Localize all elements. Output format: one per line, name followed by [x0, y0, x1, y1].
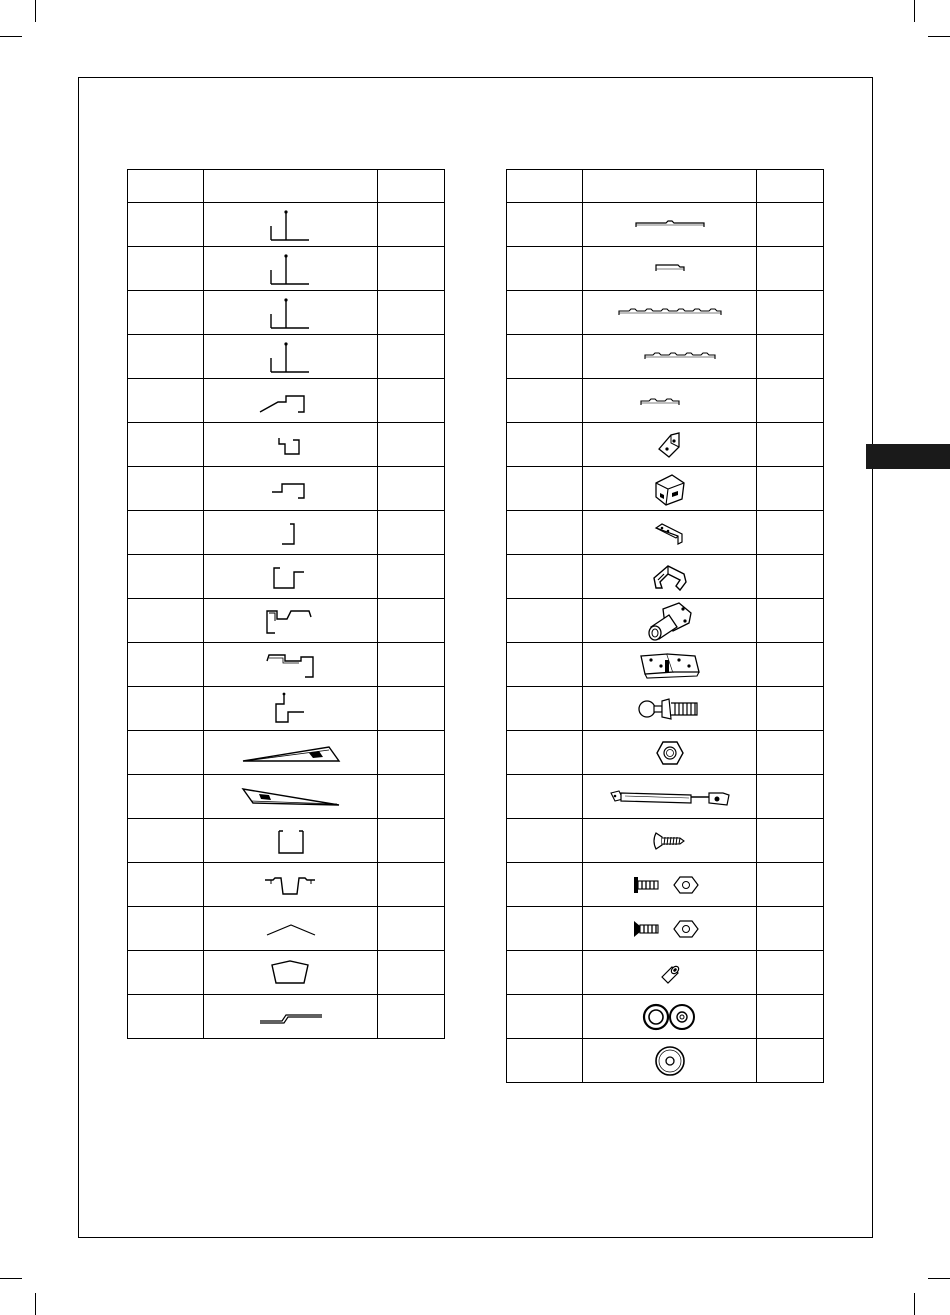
- part-number-cell: [128, 555, 204, 599]
- quantity-cell: [757, 863, 824, 907]
- table-row: [128, 643, 445, 687]
- part-number-cell: [507, 775, 583, 819]
- table-header-row: [128, 170, 445, 203]
- part-number-cell: [507, 731, 583, 775]
- gas-strut-icon: [605, 785, 735, 809]
- strip-three-notch-icon: [615, 393, 725, 409]
- part-number-cell: [128, 599, 204, 643]
- part-image-cell: [583, 819, 757, 863]
- part-number-cell: [507, 203, 583, 247]
- table-row: [128, 775, 445, 819]
- quantity-cell: [378, 247, 445, 291]
- part-image-cell: [583, 379, 757, 423]
- corner-plate-icon: [655, 429, 685, 461]
- part-number-cell: [507, 687, 583, 731]
- part-image-cell: [204, 555, 378, 599]
- table-row: [507, 951, 824, 995]
- part-number-cell: [507, 951, 583, 995]
- part-number-cell: [128, 643, 204, 687]
- header-qty-cell: [378, 170, 445, 203]
- part-image-cell: [204, 423, 378, 467]
- table-row: [128, 555, 445, 599]
- table-row: [507, 555, 824, 599]
- table-row: [507, 995, 824, 1039]
- table-row: [507, 379, 824, 423]
- table-row: [507, 511, 824, 555]
- table-row: [507, 775, 824, 819]
- quantity-cell: [757, 907, 824, 951]
- quantity-cell: [378, 995, 445, 1039]
- table-row: [128, 247, 445, 291]
- part-number-cell: [128, 511, 204, 555]
- crop-mark: [914, 0, 915, 22]
- corner-block-icon: [652, 471, 688, 507]
- part-image-cell: [204, 687, 378, 731]
- crop-mark: [35, 0, 36, 22]
- part-image-cell: [583, 863, 757, 907]
- strip-short-notch-icon: [630, 261, 710, 277]
- part-image-cell: [204, 643, 378, 687]
- part-number-cell: [128, 995, 204, 1039]
- table-row: [507, 423, 824, 467]
- part-number-cell: [128, 775, 204, 819]
- table-row: [128, 819, 445, 863]
- quantity-cell: [757, 951, 824, 995]
- corner-connector-icon: [650, 560, 690, 594]
- table-row: [507, 643, 824, 687]
- table-row: [507, 599, 824, 643]
- part-image-cell: [583, 907, 757, 951]
- part-image-cell: [204, 819, 378, 863]
- profile-hat-double-icon: [261, 605, 321, 637]
- quantity-cell: [378, 907, 445, 951]
- strip-five-notch-icon: [615, 349, 725, 365]
- quantity-cell: [378, 687, 445, 731]
- part-image-cell: [204, 775, 378, 819]
- part-number-cell: [507, 467, 583, 511]
- part-image-cell: [204, 907, 378, 951]
- quantity-cell: [757, 1039, 824, 1083]
- table-row: [507, 819, 824, 863]
- table-row: [128, 731, 445, 775]
- profile-u-bracket-icon: [271, 825, 311, 857]
- strip-two-notch-icon: [630, 217, 710, 233]
- quantity-cell: [378, 775, 445, 819]
- profile-step-long-icon: [256, 386, 326, 416]
- part-image-cell: [204, 599, 378, 643]
- profile-z-small-icon: [271, 430, 311, 460]
- profile-rail-icon: [261, 649, 321, 681]
- quantity-cell: [378, 423, 445, 467]
- countersunk-bolt-and-nut-icon: [630, 917, 710, 941]
- table-row: [507, 731, 824, 775]
- quantity-cell: [378, 467, 445, 511]
- part-image-cell: [204, 335, 378, 379]
- quantity-cell: [757, 379, 824, 423]
- table-row: [128, 379, 445, 423]
- part-number-cell: [128, 819, 204, 863]
- part-number-cell: [507, 863, 583, 907]
- part-image-cell: [583, 291, 757, 335]
- hinge-icon: [637, 650, 703, 680]
- part-number-cell: [128, 687, 204, 731]
- part-image-cell: [204, 203, 378, 247]
- quantity-cell: [757, 511, 824, 555]
- quantity-cell: [378, 863, 445, 907]
- header-part-cell: [583, 170, 757, 203]
- part-image-cell: [204, 951, 378, 995]
- part-image-cell: [204, 731, 378, 775]
- part-image-cell: [583, 511, 757, 555]
- table-row: [128, 907, 445, 951]
- crop-mark: [928, 1278, 950, 1279]
- table-row: [507, 687, 824, 731]
- part-number-cell: [507, 643, 583, 687]
- quantity-cell: [378, 643, 445, 687]
- table-row: [128, 995, 445, 1039]
- header-no-cell: [128, 170, 204, 203]
- strip-seven-notch-icon: [615, 305, 725, 321]
- table-row: [507, 247, 824, 291]
- table-row: [128, 203, 445, 247]
- part-image-cell: [583, 335, 757, 379]
- part-image-cell: [583, 467, 757, 511]
- part-number-cell: [507, 379, 583, 423]
- part-number-cell: [128, 907, 204, 951]
- profile-s-bend-icon: [266, 692, 316, 726]
- profile-upright-bar-icon: [261, 252, 321, 286]
- quantity-cell: [757, 467, 824, 511]
- table-row: [128, 291, 445, 335]
- part-number-cell: [128, 951, 204, 995]
- quantity-cell: [757, 643, 824, 687]
- quantity-cell: [757, 775, 824, 819]
- part-image-cell: [583, 599, 757, 643]
- part-image-cell: [583, 687, 757, 731]
- part-number-cell: [128, 247, 204, 291]
- quantity-cell: [757, 335, 824, 379]
- part-number-cell: [128, 863, 204, 907]
- pipe-flange-icon: [645, 601, 695, 641]
- quantity-cell: [757, 599, 824, 643]
- part-number-cell: [128, 467, 204, 511]
- profile-upright-bar-icon: [261, 208, 321, 242]
- part-number-cell: [128, 731, 204, 775]
- quantity-cell: [378, 951, 445, 995]
- table-row: [128, 511, 445, 555]
- quantity-cell: [757, 423, 824, 467]
- part-image-cell: [583, 423, 757, 467]
- wedge-plate-right-icon: [239, 741, 343, 765]
- quantity-cell: [757, 687, 824, 731]
- part-image-cell: [583, 731, 757, 775]
- table-row: [507, 907, 824, 951]
- profile-u-channel-icon: [266, 562, 316, 592]
- table-row: [507, 291, 824, 335]
- part-number-cell: [507, 511, 583, 555]
- quantity-cell: [378, 819, 445, 863]
- part-number-cell: [128, 291, 204, 335]
- quantity-cell: [757, 555, 824, 599]
- quantity-cell: [757, 995, 824, 1039]
- part-number-cell: [507, 819, 583, 863]
- profile-arc-icon: [261, 917, 321, 941]
- bolt-and-nut-icon: [630, 873, 710, 897]
- spacer-sleeve-icon: [658, 961, 682, 985]
- parts-table-right: [506, 169, 824, 1083]
- crop-mark: [35, 1293, 36, 1315]
- header-part-cell: [204, 170, 378, 203]
- part-image-cell: [583, 555, 757, 599]
- part-image-cell: [204, 467, 378, 511]
- quantity-cell: [378, 291, 445, 335]
- part-image-cell: [204, 863, 378, 907]
- table-header-row: [507, 170, 824, 203]
- hex-nut-icon: [655, 738, 685, 768]
- wedge-plate-left-icon: [239, 785, 343, 809]
- small-bracket-icon: [652, 520, 688, 546]
- part-image-cell: [204, 379, 378, 423]
- table-row: [507, 335, 824, 379]
- washer-icon: [653, 1044, 687, 1078]
- quantity-cell: [757, 203, 824, 247]
- quantity-cell: [378, 731, 445, 775]
- table-row: [507, 203, 824, 247]
- part-number-cell: [128, 335, 204, 379]
- section-tab: [866, 444, 950, 469]
- part-number-cell: [507, 335, 583, 379]
- part-number-cell: [128, 203, 204, 247]
- table-row: [128, 335, 445, 379]
- profile-upright-bar-icon: [261, 340, 321, 374]
- part-image-cell: [583, 643, 757, 687]
- flat-strip-icon: [256, 1007, 326, 1027]
- quantity-cell: [378, 511, 445, 555]
- parts-table-left: [127, 169, 445, 1039]
- crop-mark: [0, 36, 22, 37]
- part-number-cell: [507, 423, 583, 467]
- table-row: [128, 599, 445, 643]
- quantity-cell: [378, 599, 445, 643]
- crop-mark: [914, 1293, 915, 1315]
- part-image-cell: [583, 203, 757, 247]
- quantity-cell: [757, 291, 824, 335]
- ball-stud-icon: [635, 693, 705, 725]
- header-no-cell: [507, 170, 583, 203]
- profile-omega-icon: [261, 870, 321, 900]
- part-number-cell: [507, 555, 583, 599]
- part-image-cell: [583, 247, 757, 291]
- quantity-cell: [757, 247, 824, 291]
- part-image-cell: [583, 995, 757, 1039]
- table-row: [507, 863, 824, 907]
- quantity-cell: [378, 203, 445, 247]
- table-row: [128, 687, 445, 731]
- part-number-cell: [507, 291, 583, 335]
- part-image-cell: [583, 951, 757, 995]
- profile-z-medium-icon: [266, 474, 316, 504]
- grommet-pair-icon: [642, 1002, 698, 1032]
- quantity-cell: [757, 731, 824, 775]
- quantity-cell: [378, 335, 445, 379]
- part-number-cell: [507, 995, 583, 1039]
- table-row: [507, 1039, 824, 1083]
- part-image-cell: [583, 775, 757, 819]
- header-qty-cell: [757, 170, 824, 203]
- part-image-cell: [583, 1039, 757, 1083]
- part-number-cell: [507, 247, 583, 291]
- table-row: [507, 467, 824, 511]
- part-number-cell: [128, 379, 204, 423]
- trapezoid-panel-icon: [266, 959, 316, 987]
- table-row: [128, 863, 445, 907]
- part-image-cell: [204, 511, 378, 555]
- profile-l-small-icon: [276, 518, 306, 548]
- table-row: [128, 467, 445, 511]
- table-row: [128, 951, 445, 995]
- part-number-cell: [507, 1039, 583, 1083]
- crop-mark: [928, 36, 950, 37]
- profile-upright-bar-icon: [261, 296, 321, 330]
- quantity-cell: [378, 379, 445, 423]
- quantity-cell: [757, 819, 824, 863]
- part-number-cell: [507, 599, 583, 643]
- part-image-cell: [204, 291, 378, 335]
- part-number-cell: [507, 907, 583, 951]
- screw-icon: [650, 829, 690, 853]
- quantity-cell: [378, 555, 445, 599]
- table-row: [128, 423, 445, 467]
- part-image-cell: [204, 995, 378, 1039]
- part-number-cell: [128, 423, 204, 467]
- crop-mark: [0, 1278, 22, 1279]
- part-image-cell: [204, 247, 378, 291]
